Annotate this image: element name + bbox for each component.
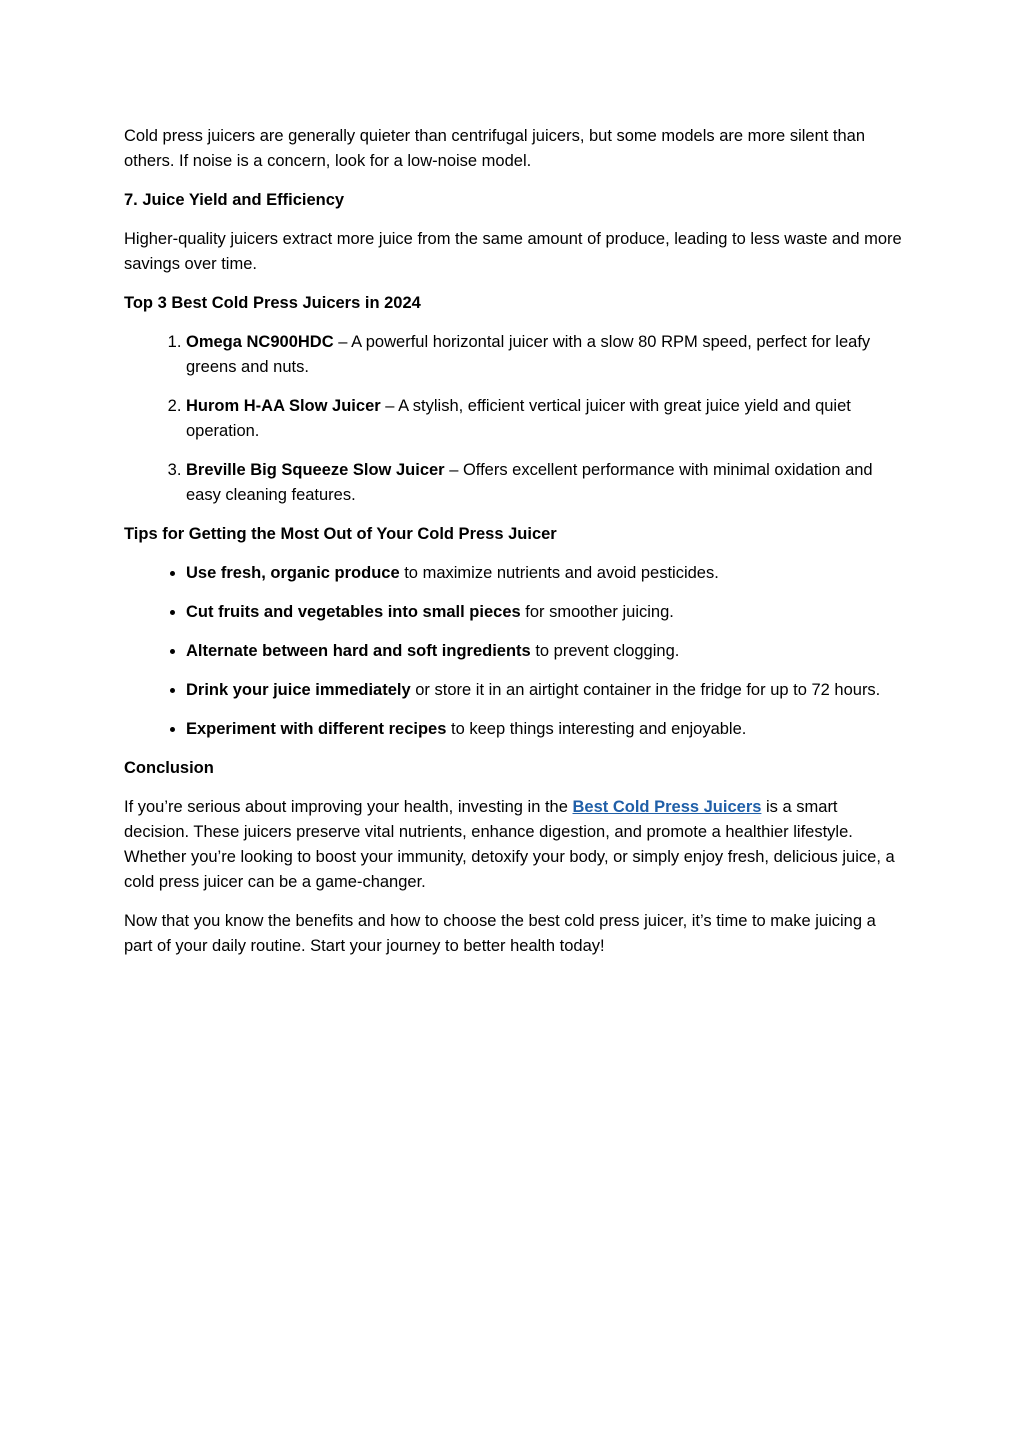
conclusion-text-after: is a smart decision. These juicers preserve vital nutrients, enhance digestion, and promote a healthier lifestyle. Whether you’re looking to boost your immunity, detoxify your body, or simply enjoy fresh, delicious juice, a cold press juicer can be a game-changer.: [124, 798, 895, 891]
closing-paragraph: Now that you know the benefits and how to choose the best cold press juicer, it’s time to make juicing a part of your daily routine. Start your journey to better health today!: [124, 912, 876, 955]
tip-rest: to maximize nutrients and avoid pesticides.: [399, 564, 719, 582]
conclusion-text-before: If you’re serious about improving your health, investing in the: [124, 798, 573, 816]
list-item: [186, 394, 903, 444]
tip-bold: Use fresh, organic produce: [186, 564, 400, 582]
list-item: [186, 561, 903, 586]
list-item: [186, 639, 903, 664]
top3-list: [124, 330, 903, 508]
noise-paragraph: Cold press juicers are generally quieter than centrifugal juicers, but some models are more silent than others. If noise is a concern, look for a low-noise model.: [124, 127, 866, 170]
list-item: [186, 600, 903, 625]
list-item: [186, 678, 903, 703]
list-item: [186, 330, 903, 380]
tips-heading: Tips for Getting the Most Out of Your Cold Press Juicer: [124, 525, 557, 543]
tip-bold: Alternate between hard and soft ingredients: [186, 642, 531, 660]
tips-list: [124, 561, 903, 742]
juicer-name: Hurom H-AA Slow Juicer: [186, 397, 381, 415]
yield-heading: 7. Juice Yield and Efficiency: [124, 191, 345, 209]
juicer-description: – A powerful horizontal juicer with a slow 80 RPM speed, perfect for leafy greens and nuts.: [186, 333, 871, 376]
top3-heading: Top 3 Best Cold Press Juicers in 2024: [124, 294, 421, 312]
best-cold-press-juicers-link[interactable]: Best Cold Press Juicers: [572, 798, 762, 816]
list-item: [186, 458, 903, 508]
yield-paragraph: Higher-quality juicers extract more juice from the same amount of produce, leading to less waste and more savings over time.: [124, 230, 902, 273]
juicer-description: – Offers excellent performance with minimal oxidation and easy cleaning features.: [186, 461, 873, 504]
tip-bold: Experiment with different recipes: [186, 720, 447, 738]
juicer-name: Omega NC900HDC: [186, 333, 334, 351]
juicer-name: Breville Big Squeeze Slow Juicer: [186, 461, 445, 479]
tip-rest: for smoother juicing.: [520, 603, 674, 621]
tip-rest: to keep things interesting and enjoyable.: [446, 720, 747, 738]
tip-bold: Drink your juice immediately: [186, 681, 411, 699]
conclusion-heading: Conclusion: [124, 759, 214, 777]
list-item: [186, 717, 903, 742]
conclusion-paragraph: [124, 795, 903, 895]
tip-bold: Cut fruits and vegetables into small pieces: [186, 603, 521, 621]
juicer-description: – A stylish, efficient vertical juicer with great juice yield and quiet operation.: [186, 397, 851, 440]
tip-rest: to prevent clogging.: [530, 642, 680, 660]
tip-rest: or store it in an airtight container in the fridge for up to 72 hours.: [410, 681, 881, 699]
